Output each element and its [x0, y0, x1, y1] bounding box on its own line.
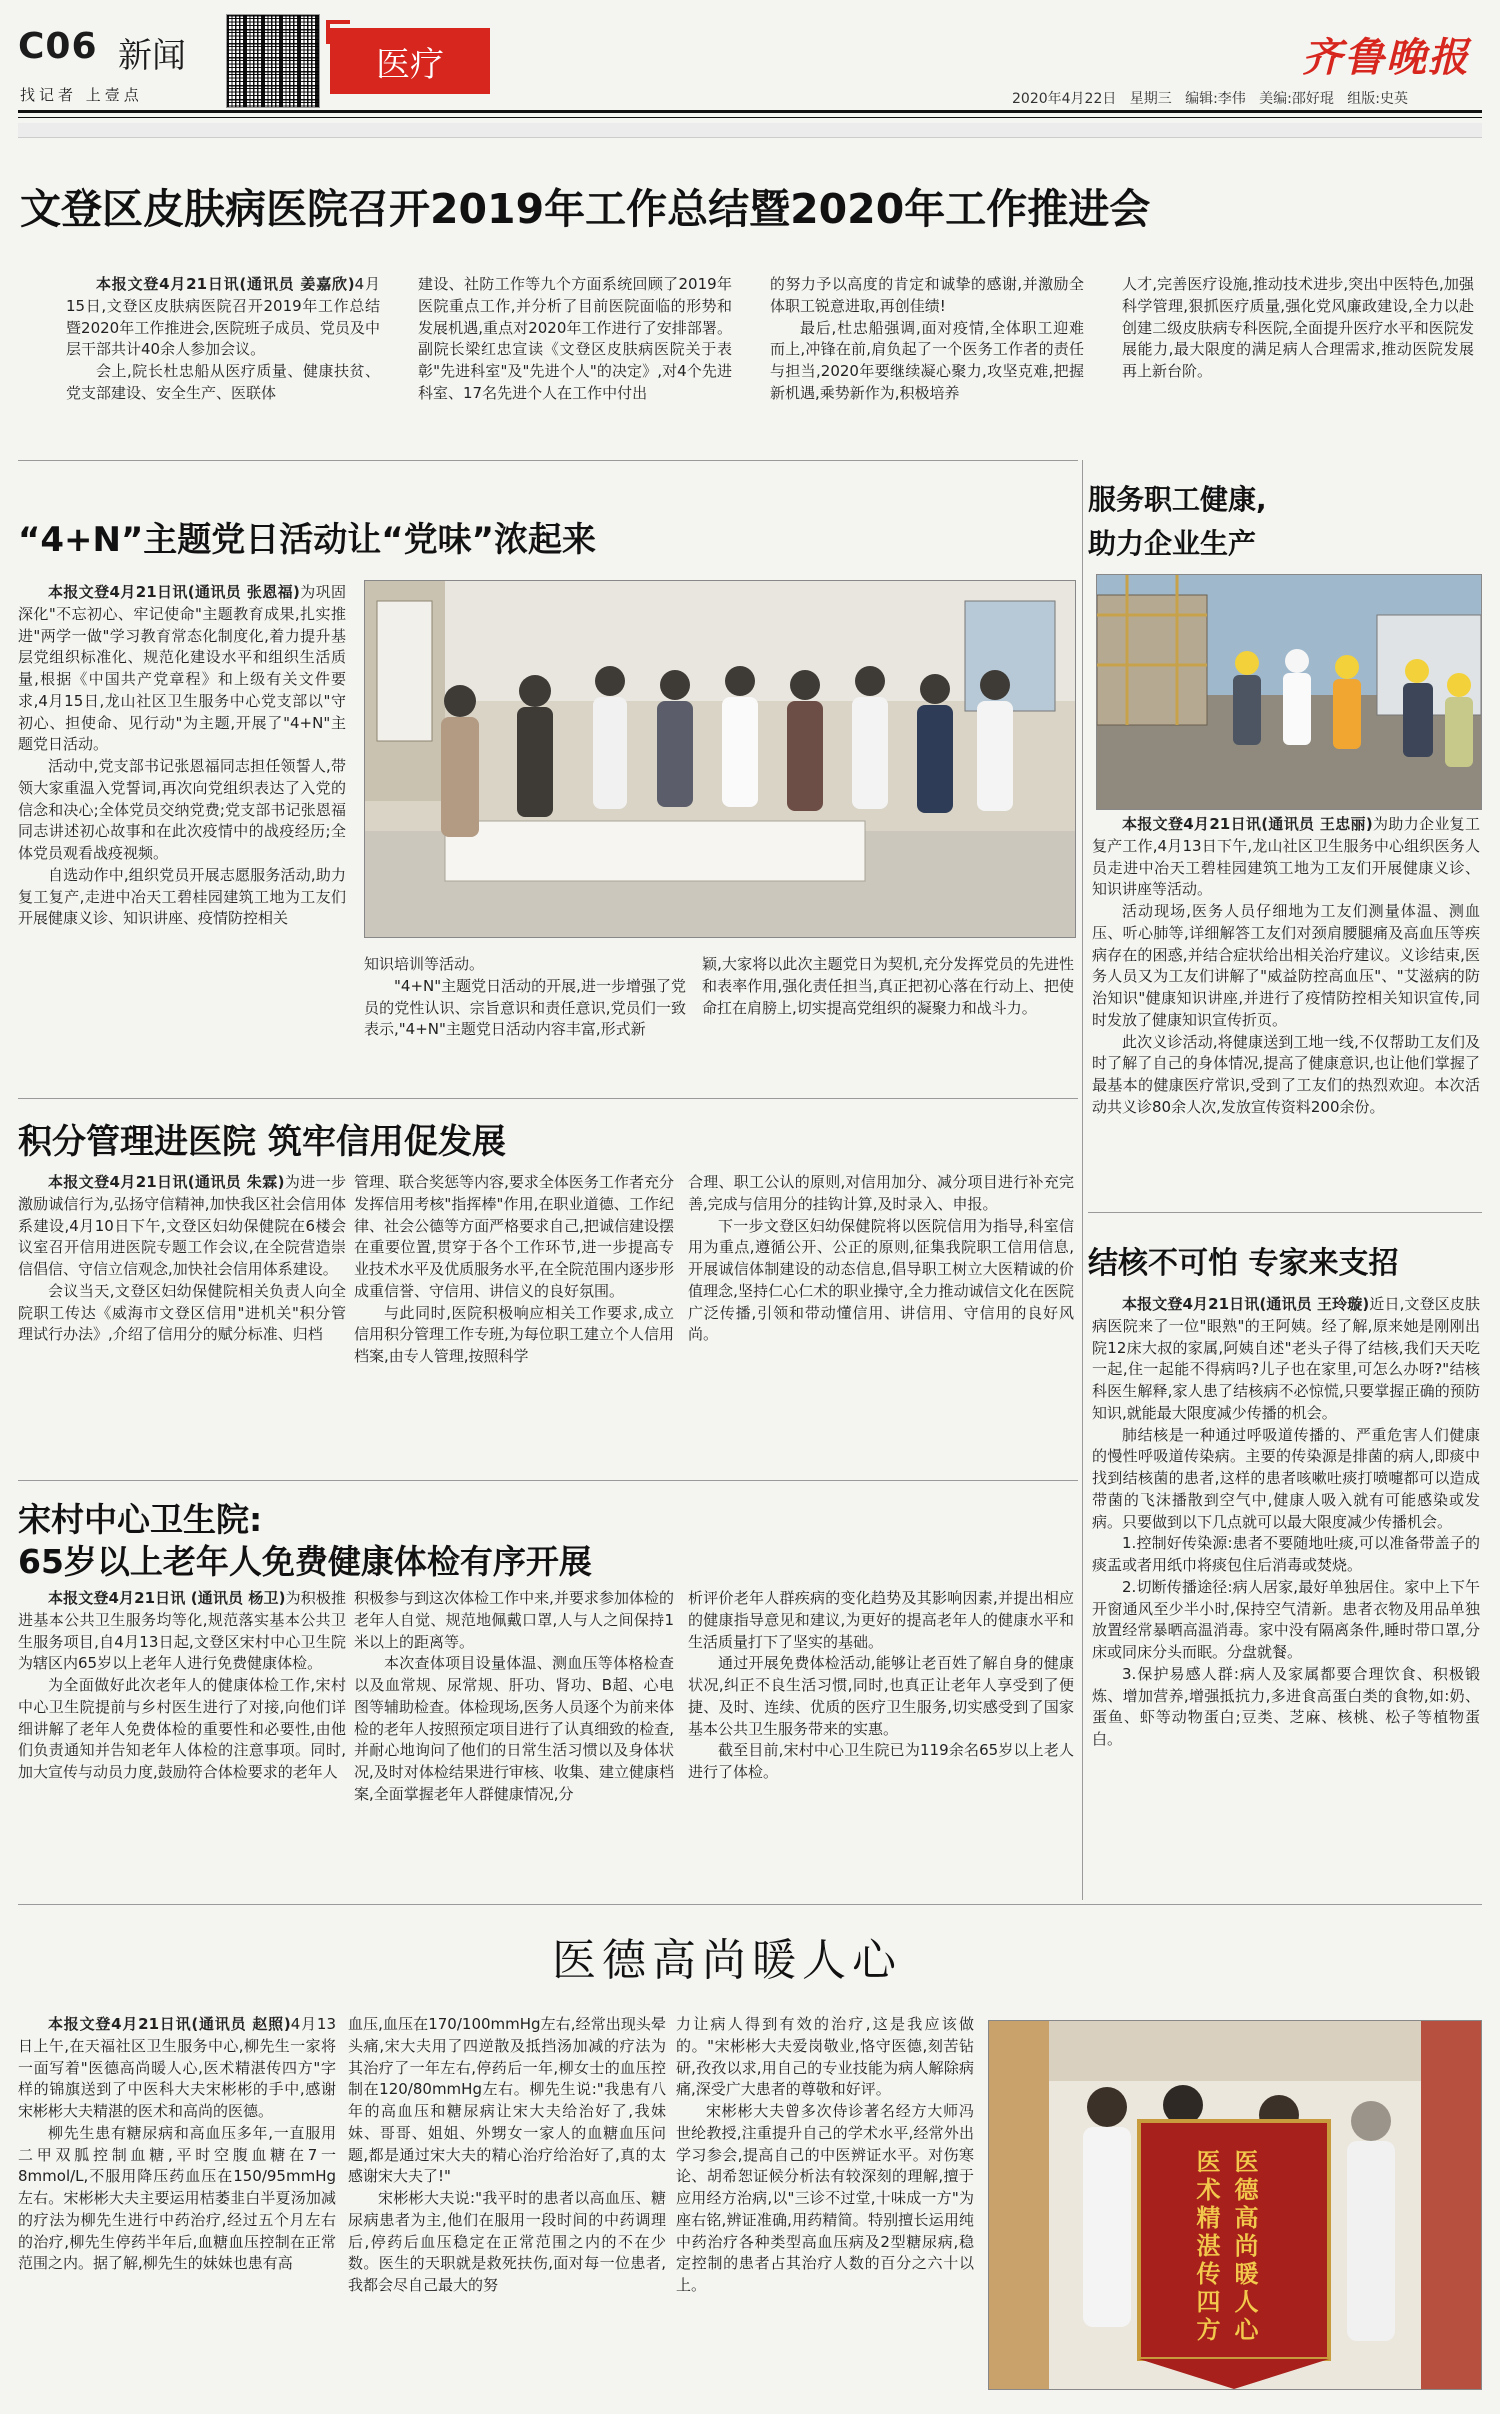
tb-paragraph: 3.保护易感人群:病人及家属都要合理饮食、积极锻炼、增加营养,增强抵抗力,多进食高蛋白类的食物,如:奶、蛋鱼、虾等动物蛋白;豆类、芝麻、核桃、松子等植物蛋白。 — [1092, 1664, 1480, 1748]
divider — [18, 1904, 1482, 1905]
party-photo — [364, 580, 1076, 938]
party-headline: “4+N”主题党日活动让“党味”浓起来 — [18, 520, 596, 560]
ethics-paragraph: 柳先生患有糖尿病和高血压多年,一直服用二甲双胍控制血糖,平时空腹血糖在7一8mmol/L,不服用降压药血压在150/95mmHg左右。宋彬彬大夫主要运用桔萎韭白半夏汤加减的疗法为柳先生进行中药治疗,经过五个月左右的治疗,柳先生停药半年后,血糖血压控制在正常范围之内。据了解,柳先生的妹妹也患有高 — [18, 2123, 336, 2273]
ethics-headline: 医德高尚暖人心 — [552, 1935, 902, 1986]
issue-weekday: 星期三 — [1129, 91, 1172, 107]
lead-paragraph: 会上,院长杜忠船从医疗质量、健康扶贫、党支部建设、安全生产、医联体 — [66, 362, 380, 402]
newspaper-logo: 齐鲁晚报 — [1302, 34, 1470, 81]
party-paragraph: 活动中,党支部书记张恩福同志担任领誓人,带领大家重温入党誓词,再次向党组织表达了入党的信念和决心;全体党员交纳党费;党支部书记张恩福同志讲述初心故事和在此次疫情中的战疫经历;全体党员观看战疫视频。 — [18, 757, 346, 862]
worker-paragraph: 此次义诊活动,将健康送到工地一线,不仅帮助工友们及时了解了自己的身体情况,提高了健康意识,也让他们掌握了最基本的健康医疗常识,受到了工友们的热烈欢迎。本次活动共义诊80余人次,发放宣传资料200余份。 — [1092, 1032, 1480, 1116]
issue-date: 2020年4月22日 — [1012, 91, 1117, 107]
credit-paragraph: 管理、联合奖惩等内容,要求全体医务工作者充分发挥信用考核"指挥棒"作用,在职业道德、工作纪律、社会公德等方面严格要求自己,把诚信建设摆在重要位置,贯穿于各个工作环节,进一步提高专业技术水平及优质服务水平,在全院范围内逐步形成重信誉、守信用、讲信义的良好氛围。 — [354, 1173, 674, 1300]
lead-paragraph: 4月15日,文登区皮肤病医院召开2019年工作总结暨2020年工作推进会,医院班子成员、党员及中层干部共计40余人参加会议。 — [66, 275, 381, 359]
credit-col-3 — [688, 1172, 1074, 1346]
lead-col-3 — [770, 274, 1084, 405]
checkup-paragraph: 通过开展免费体检活动,能够让老百姓了解自身的健康状况,纠正不良生活习惯,同时,也真正让老年人享受到了便捷、及时、连续、优质的医疗卫生服务,切实感受到了国家基本公共卫生服务带来的实惠。 — [688, 1654, 1074, 1738]
worker-headline-2: 助力企业生产 — [1088, 527, 1257, 560]
credit-col-1 — [18, 1172, 346, 1346]
worker-dateline: 本报文登4月21日讯(通讯员 王忠丽) — [1122, 815, 1373, 833]
lead-col-4 — [1122, 274, 1474, 383]
party-paragraph: 颖,大家将以此次主题党日为契机,充分发挥党员的先进性和表率作用,强化责任担当,真正把初心落在行动上、把使命扛在肩膀上,切实提高党组织的凝聚力和战斗力。 — [702, 955, 1074, 1017]
checkup-paragraph: 为积极推进基本公共卫生服务均等化,规范落实基本公共卫生服务项目,自4月13日起,文登区宋村中心卫生院为辖区内65岁以上老年人进行免费健康体检。 — [18, 1589, 346, 1673]
divider — [18, 1480, 1078, 1481]
worker-paragraph: 活动现场,医务人员仔细地为工友们测量体温、测血压、听心肺等,详细解答工友们对颈肩腰腿痛及高血压等疾病存在的困惑,并结合症状给出相关治疗建议。义诊结束,医务人员又为工友们讲解了"威益防控高血压"、"艾滋病的防治知识"健康知识讲座,并进行了疫情防控相关知识宣传,同时发放了健康知识宣传折页。 — [1092, 902, 1480, 1029]
divider — [18, 460, 1078, 461]
lead-paragraph: 建设、社防工作等九个方面系统回顾了2019年医院重点工作,并分析了目前医院面临的形势和发展机遇,重点对2020年工作进行了安排部署。副院长梁红忠宣读《文登区皮肤病医院关于表彰"先进科室"及"先进个人"的决定》,对4个先进科室、17名先进个人在工作中付出 — [418, 275, 732, 402]
checkup-col-1 — [18, 1588, 346, 1784]
ethics-paragraph: 血压,血压在170/100mmHg左右,经常出现头晕头痛,宋大夫用了四逆散及抵挡汤加减的疗法为其治疗了一年左右,停药后一年,柳女士的血压控制在120/80mmHg左右。柳先生说:"我患有八年的高血压和糖尿病让宋大夫给治好了,我妹妹、哥哥、姐姐、外甥女一家人的血糖血压问题,都是通过宋大夫的精心治疗给治好了,真的太感谢宋大夫了!" — [348, 2015, 666, 2186]
editor: 编辑:李伟 — [1185, 91, 1246, 107]
issue-meta — [1012, 88, 1408, 108]
party-paragraph: 为巩固深化"不忘初心、牢记使命"主题教育成果,扎实推进"两学一做"学习教育常态化制度化,着力提升基层党组织标准化、规范化建设水平和组织生活质量,根据《中国共产党章程》和上级有关文件要求,4月15日,龙山社区卫生服务中心党支部以"守初心、担使命、见行动"为主题,开展了"4+N"主题党日活动。 — [18, 583, 346, 754]
credit-paragraph: 与此同时,医院积极响应相关工作要求,成立信用积分管理工作专班,为每位职工建立个人信用档案,由专人管理,按照科学 — [354, 1303, 674, 1365]
section-tag: 医疗 — [330, 28, 490, 94]
tb-body — [1092, 1294, 1480, 1751]
credit-paragraph: 会议当天,文登区妇幼保健院相关负责人向全院职工传达《威海市文登区信用"进机关"积分管理试行办法》,介绍了信用分的赋分标准、归档 — [18, 1281, 346, 1344]
credit-paragraph: 合理、职工公认的原则,对信用加分、减分项目进行补充完善,完成与信用分的挂钩计算,及时录入、申报。 — [688, 1173, 1074, 1213]
party-col-2 — [364, 954, 686, 1041]
lead-col-2 — [418, 274, 732, 405]
tb-headline: 结核不可怕 专家来支招 — [1088, 1246, 1399, 1281]
divider — [18, 1098, 1078, 1099]
checkup-paragraph: 为全面做好此次老年人的健康体检工作,宋村中心卫生院提前与乡村医生进行了对接,向他们详细讲解了老年人免费体检的重要性和必要性,由他们负责通知并告知老年人体检的注意事项。同时,加大宣传与动员力度,鼓励符合体检要求的老年人 — [18, 1676, 346, 1781]
page-number: C06 — [18, 26, 98, 67]
lead-dateline: 本报文登4月21日讯(通讯员 姜嘉欣) — [96, 275, 355, 293]
art-editor: 美编:邵好琨 — [1259, 91, 1334, 107]
header-rule-thin — [18, 117, 1482, 118]
qr-code-icon[interactable] — [226, 14, 320, 108]
header-band — [18, 123, 1482, 138]
worker-photo — [1096, 574, 1482, 810]
party-dateline: 本报文登4月21日讯(通讯员 张恩福) — [48, 583, 300, 601]
party-col-3 — [702, 954, 1074, 1019]
lead-paragraph: 人才,完善医疗设施,推动技术进步,突出中医特色,加强科学管理,狠抓医疗质量,强化党风廉政建设,全力以赴创建二级皮肤病专科医院,全面提升医疗水平和医院发展能力,最大限度的满足病人合理需求,推动医院发展再上新台阶。 — [1122, 275, 1474, 380]
checkup-col-3 — [688, 1588, 1074, 1784]
ethics-paragraph: 宋彬彬大夫曾多次侍诊著名经方大师冯世纶教授,注重提升自己的学术水平,经常外出学习参会,提高自己的中医辨证水平。对伤寒论、胡希恕证候分析法有较深刻的理解,擅于应用经方治病,以"三诊不过堂,十味成一方"为座右铭,辨证准确,用药精简。特别擅长运用纯中药治疗各种类型高血压病及2型糖尿病,稳定控制的患者占其治疗人数的百分之六十以上。 — [676, 2102, 974, 2294]
lead-paragraph: 最后,杜忠船强调,面对疫情,全体职工迎难而上,冲锋在前,肩负起了一个医务工作者的责任与担当,2020年要继续凝心聚力,攻坚克难,把握新机遇,乘势新作为,积极培养 — [770, 318, 1084, 402]
checkup-col-2 — [354, 1588, 674, 1806]
tb-paragraph: 1.控制好传染源:患者不要随地吐痰,可以准备带盖子的痰盂或者用纸巾将痰包住后消毒或焚烧。 — [1092, 1534, 1480, 1574]
worker-body — [1092, 814, 1480, 1119]
credit-dateline: 本报文登4月21日讯(通讯员 朱霖) — [48, 1173, 285, 1191]
banner-line-1: 医德高尚暖人心 — [1230, 2149, 1259, 2345]
proofreader: 组版:史英 — [1347, 91, 1408, 107]
section-name: 新闻 — [118, 36, 186, 76]
ethics-paragraph: 4月13日上午,在天福社区卫生服务中心,柳先生一家将一面写着"医德高尚暖人心,医术精湛传四方"字样的锦旗送到了中医科大夫宋彬彬的手中,感谢宋彬彬大夫精湛的医术和高尚的医德。 — [18, 2015, 336, 2120]
header-rule — [18, 110, 1482, 113]
party-paragraph: 知识培训等活动。 — [364, 955, 485, 973]
ethics-dateline: 本报文登4月21日讯(通讯员 赵照) — [48, 2015, 291, 2033]
credit-headline: 积分管理进医院 筑牢信用促发展 — [18, 1122, 506, 1162]
credit-paragraph: 下一步文登区妇幼保健院将以医院信用为指导,科室信用为重点,遵循公开、公正的原则,征集我院职工信用信息,开展诚信体制建设的动态信息,倡导职工树立大医精诚的价值理念,坚持仁心仁术的职业操守,全力推动诚信文化在医院广泛传播,引领和带动懂信用、讲信用、守信用的良好风尚。 — [688, 1216, 1074, 1344]
ethics-col-2 — [348, 2014, 666, 2297]
divider — [1088, 1212, 1482, 1213]
column-divider — [1082, 460, 1083, 1900]
checkup-paragraph: 积极参与到这次体检工作中来,并要求参加体检的老年人自觉、规范地佩戴口罩,人与人之间保持1米以上的距离等。 — [354, 1589, 674, 1651]
checkup-paragraph: 截至目前,宋村中心卫生院已为119余名65岁以上老人进行了体检。 — [688, 1741, 1074, 1781]
slogan: 找记者 上壹点 — [20, 86, 143, 104]
checkup-headline-1: 宋村中心卫生院: — [18, 1500, 263, 1539]
ethics-col-3 — [676, 2014, 974, 2297]
banner-line-2: 医术精湛传四方 — [1192, 2149, 1221, 2345]
banner-photo — [988, 2020, 1482, 2390]
worker-paragraph: 为助力企业复工复产工作,4月13日下午,龙山社区卫生服务中心组织医务人员走进中冶天工碧桂园建筑工地为工友们开展健康义诊、知识讲座等活动。 — [1092, 815, 1480, 899]
credit-paragraph: 为进一步激励诚信行为,弘扬守信精神,加快我区社会信用体系建设,4月10日下午,文登区妇幼保健院在6楼会议室召开信用进医院专题工作会议,在全院营造崇信倡信、守信立信观念,加快社会信用体系建设。 — [18, 1173, 346, 1278]
tb-paragraph: 近日,文登区皮肤病医院来了一位"眼熟"的王阿姨。经了解,原来她是刚刚出院12床大叔的家属,阿姨自述"老头子得了结核,我们天天吃一起,住一起能不得病吗?儿子也在家里,可怎么办呀?"结核科医生解释,家人患了结核病不必惊慌,只要掌握正确的预防知识,就能最大限度减少传播的机会。 — [1092, 1295, 1480, 1422]
checkup-paragraph: 析评价老年人群疾病的变化趋势及其影响因素,并提出相应的健康指导意见和建议,为更好的提高老年人的健康水平和生活质量打下了坚实的基础。 — [688, 1589, 1074, 1651]
lead-paragraph: 的努力予以高度的肯定和诚挚的感谢,并激励全体职工锐意进取,再创佳绩! — [770, 275, 1084, 315]
lead-col-1 — [66, 274, 380, 405]
ethics-col-1 — [18, 2014, 336, 2275]
tb-paragraph: 肺结核是一种通过呼吸道传播的、严重危害人们健康的慢性呼吸道传染病。主要的传染源是排菌的病人,即痰中找到结核菌的患者,这样的患者咳嗽吐痰打喷嚏都可以造成带菌的飞沫播散到空气中,健康人吸入就有可能感染或发病。只要做到以下几点就可以最大限度减少传播机会。 — [1092, 1425, 1480, 1531]
party-paragraph: 自选动作中,组织党员开展志愿服务活动,助力复工复产,走进中冶天工碧桂园建筑工地为工友们开展健康义诊、知识讲座、疫情防控相关 — [18, 865, 346, 928]
ethics-paragraph: 力让病人得到有效的治疗,这是我应该做的。"宋彬彬大夫爱岗敬业,恪守医德,刻苦钻研,孜孜以求,用自己的专业技能为病人解除病痛,深受广大患者的尊敬和好评。 — [676, 2015, 974, 2099]
credit-col-2 — [354, 1172, 674, 1368]
party-col-1 — [18, 582, 346, 930]
checkup-paragraph: 本次查体项目设量体温、测血压等体格检查以及血常规、尿常规、肝功、肾功、B超、心电图等辅助检查。体检现场,医务人员逐个为前来体检的老年人按照预定项目进行了认真细致的检查,并耐心地询问了他们的日常生活习惯以及身体状况,及时对体检结果进行审核、收集、建立健康档案,全面掌握老年人群健康情况,分 — [354, 1654, 674, 1803]
worker-headline-1: 服务职工健康, — [1088, 483, 1267, 516]
checkup-dateline: 本报文登4月21日讯 (通讯员 杨卫) — [48, 1589, 286, 1607]
lead-headline: 文登区皮肤病医院召开2019年工作总结暨2020年工作推进会 — [20, 185, 1151, 233]
tb-paragraph: 2.切断传播途径:病人居家,最好单独居住。家中上下午开窗通风至少半小时,保持空气清新。患者衣物及用品单独放置经常暴晒高温消毒。家中没有隔离条件,睡时带口罩,分床或同床分头而眠。分盘就餐。 — [1092, 1577, 1480, 1661]
tb-dateline: 本报文登4月21日讯(通讯员 王玲璇) — [1122, 1295, 1370, 1313]
party-paragraph: "4+N"主题党日活动的开展,进一步增强了党员的党性认识、宗旨意识和责任意识,党员们一致表示,"4+N"主题党日活动内容丰富,形式新 — [364, 976, 686, 1039]
checkup-headline-2: 65岁以上老年人免费健康体检有序开展 — [18, 1542, 592, 1581]
ethics-paragraph: 宋彬彬大夫说:"我平时的患者以高血压、糖尿病患者为主,他们在服用一段时间的中药调理后,停药后血压稳定在正常范围之内的不在少数。医生的天职就是救死扶伤,面对每一位患者,我都会尽自己最大的努 — [348, 2189, 666, 2294]
